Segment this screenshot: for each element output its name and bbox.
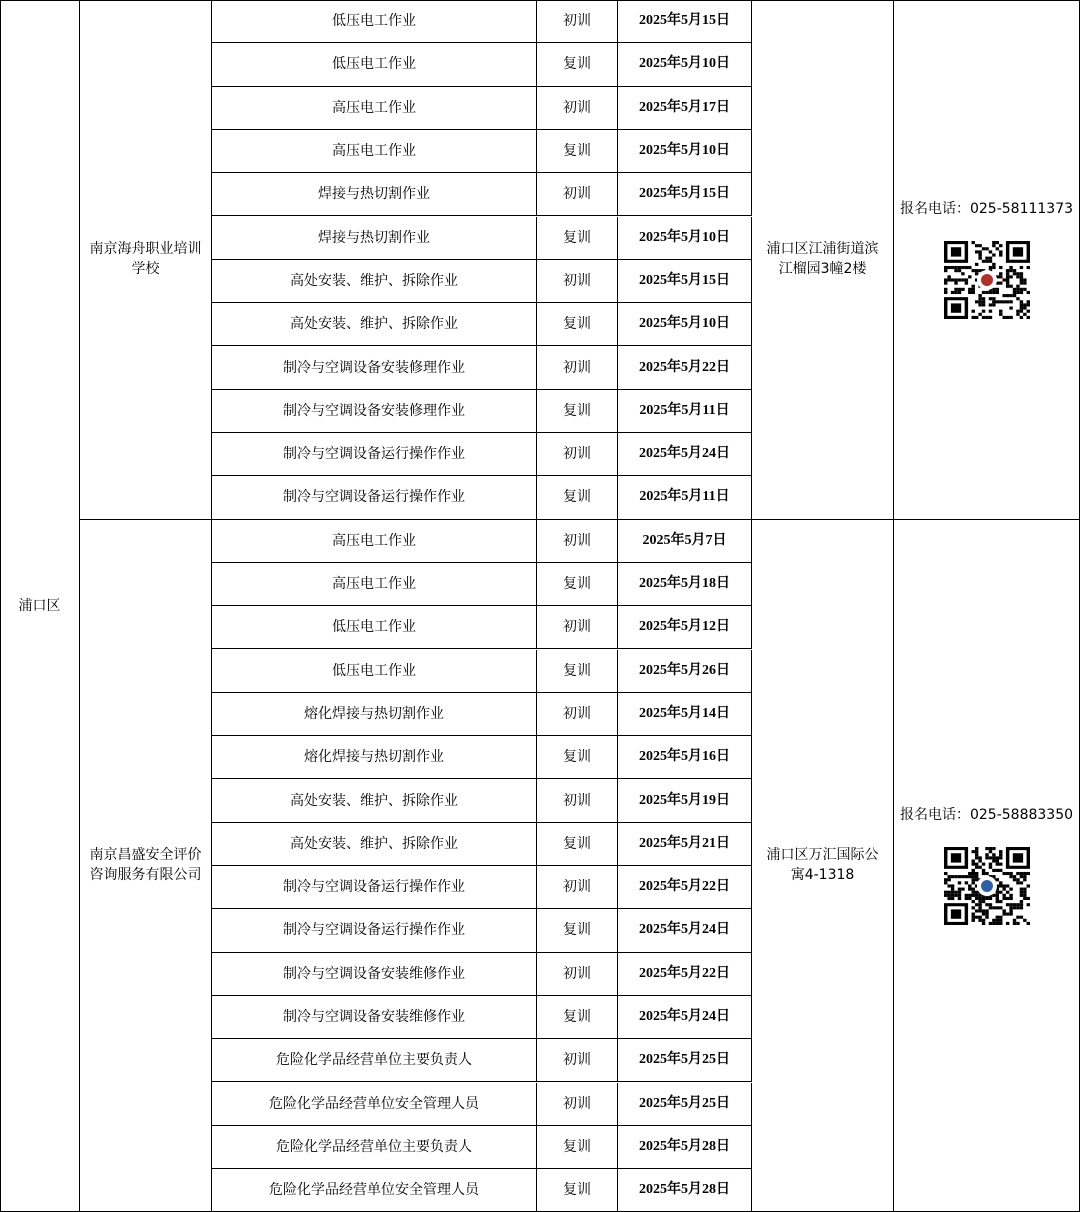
- training-type-cell-text: 复训: [563, 1009, 591, 1026]
- signup-phone: 报名电话：025-58111373: [899, 201, 1074, 218]
- training-type-cell: [537, 779, 618, 822]
- course-cell: [212, 1126, 537, 1169]
- training-type-cell-text: 初训: [563, 965, 591, 982]
- date-cell-text: 2025年5月10日: [639, 229, 730, 245]
- course-cell: [212, 520, 537, 563]
- training-type-cell-text: 初训: [563, 1052, 591, 1069]
- training-type-cell-text: 复训: [563, 835, 591, 852]
- date-cell: [618, 1083, 752, 1126]
- org-name-cell: [80, 520, 212, 1212]
- training-type-cell-text: 初训: [563, 186, 591, 203]
- date-cell: [618, 779, 752, 822]
- training-type-cell: [537, 823, 618, 866]
- date-cell-text: 2025年5月17日: [639, 99, 730, 115]
- training-type-cell: [537, 217, 618, 260]
- district-cell: [0, 0, 80, 1212]
- training-type-cell-text: 初训: [563, 272, 591, 289]
- course-cell: [212, 1039, 537, 1082]
- date-cell: [618, 217, 752, 260]
- contact-cell: [894, 0, 1080, 520]
- date-cell: [618, 303, 752, 346]
- training-type-cell-text: 复训: [563, 143, 591, 160]
- training-type-cell-text: 复训: [563, 749, 591, 766]
- course-cell-text: 低压电工作业: [332, 662, 416, 679]
- course-cell-text: 危险化学品经营单位安全管理人员: [269, 1095, 479, 1112]
- course-cell: [212, 433, 537, 476]
- address-cell: [752, 0, 894, 520]
- training-type-cell-text: 复训: [563, 316, 591, 333]
- course-cell: [212, 779, 537, 822]
- date-cell: [618, 1039, 752, 1082]
- training-type-cell: [537, 909, 618, 952]
- course-cell-text: 高处安装、维护、拆除作业: [290, 835, 458, 852]
- training-type-cell-text: 初训: [563, 619, 591, 636]
- course-cell-text: 制冷与空调设备运行操作作业: [283, 446, 465, 463]
- course-cell: [212, 866, 537, 909]
- date-cell-text: 2025年5月12日: [639, 619, 730, 635]
- training-type-cell: [537, 520, 618, 563]
- training-type-cell: [537, 260, 618, 303]
- contact-block: [900, 805, 1073, 925]
- district-cell-text: 浦口区: [18, 597, 61, 614]
- date-cell-text: 2025年5月24日: [639, 922, 730, 938]
- course-cell-text: 高处安装、维护、拆除作业: [290, 792, 458, 809]
- course-cell-text: 高处安装、维护、拆除作业: [290, 316, 458, 333]
- date-cell: [618, 953, 752, 996]
- training-type-cell: [537, 1169, 618, 1212]
- training-type-cell-text: 复训: [563, 56, 591, 73]
- course-cell: [212, 303, 537, 346]
- date-cell: [618, 693, 752, 736]
- date-cell: [618, 736, 752, 779]
- date-cell-text: 2025年5月28日: [639, 1138, 730, 1154]
- course-cell-text: 危险化学品经营单位主要负责人: [276, 1138, 472, 1155]
- course-cell-text: 制冷与空调设备安装维修作业: [283, 1009, 465, 1026]
- training-type-cell: [537, 1126, 618, 1169]
- training-type-cell: [537, 563, 618, 606]
- course-cell-text: 熔化焊接与热切割作业: [304, 705, 444, 722]
- date-cell: [618, 650, 752, 693]
- date-cell-text: 2025年5月24日: [639, 1009, 730, 1025]
- course-cell: [212, 346, 537, 389]
- date-cell: [618, 476, 752, 519]
- org-name: 南京海舟职业培训学校: [89, 241, 202, 278]
- date-cell: [618, 260, 752, 303]
- signup-phone: 报名电话：025-58883350: [899, 807, 1074, 824]
- training-type-cell-text: 初训: [563, 792, 591, 809]
- date-cell-text: 2025年5月11日: [639, 402, 730, 418]
- date-cell-text: 2025年5月26日: [639, 662, 730, 678]
- training-type-cell: [537, 173, 618, 216]
- course-cell: [212, 130, 537, 173]
- course-cell-text: 制冷与空调设备运行操作作业: [283, 879, 465, 896]
- date-cell: [618, 87, 752, 130]
- training-type-cell: [537, 693, 618, 736]
- course-cell: [212, 650, 537, 693]
- training-type-cell-text: 复训: [563, 489, 591, 506]
- date-cell-text: 2025年5月15日: [639, 13, 730, 29]
- course-cell: [212, 0, 537, 43]
- date-cell-text: 2025年5月15日: [639, 186, 730, 202]
- date-cell-text: 2025年5月16日: [639, 749, 730, 765]
- date-cell-text: 2025年5月11日: [639, 489, 730, 505]
- course-cell: [212, 1169, 537, 1212]
- course-cell: [212, 996, 537, 1039]
- org-name-cell: [80, 0, 212, 520]
- course-cell-text: 高压电工作业: [332, 576, 416, 593]
- date-cell: [618, 563, 752, 606]
- qr-center-logo-icon: [977, 876, 997, 896]
- date-cell-text: 2025年5月22日: [639, 965, 730, 981]
- date-cell: [618, 43, 752, 86]
- contact-block: [900, 199, 1073, 319]
- date-cell-text: 2025年5月25日: [639, 1095, 730, 1111]
- training-type-cell: [537, 996, 618, 1039]
- date-cell-text: 2025年5月10日: [639, 143, 730, 159]
- course-cell-text: 高压电工作业: [332, 143, 416, 160]
- course-cell-text: 制冷与空调设备运行操作作业: [283, 489, 465, 506]
- training-type-cell-text: 初训: [563, 1095, 591, 1112]
- course-cell: [212, 953, 537, 996]
- course-cell-text: 高处安装、维护、拆除作业: [290, 272, 458, 289]
- date-cell-text: 2025年5月24日: [639, 446, 730, 462]
- course-cell: [212, 1083, 537, 1126]
- date-cell-text: 2025年5月22日: [639, 359, 730, 375]
- training-type-cell: [537, 606, 618, 649]
- training-type-cell: [537, 650, 618, 693]
- date-cell-text: 2025年5月10日: [639, 316, 730, 332]
- training-type-cell: [537, 953, 618, 996]
- course-cell: [212, 736, 537, 779]
- date-cell: [618, 433, 752, 476]
- date-cell: [618, 173, 752, 216]
- training-type-cell: [537, 303, 618, 346]
- training-type-cell-text: 复训: [563, 1182, 591, 1199]
- course-cell: [212, 693, 537, 736]
- training-type-cell: [537, 476, 618, 519]
- training-type-cell: [537, 43, 618, 86]
- training-type-cell: [537, 866, 618, 909]
- course-cell-text: 低压电工作业: [332, 13, 416, 30]
- qr-code-icon: [944, 847, 1030, 925]
- training-type-cell-text: 复训: [563, 662, 591, 679]
- course-cell-text: 制冷与空调设备安装修理作业: [283, 359, 465, 376]
- course-cell-text: 危险化学品经营单位主要负责人: [276, 1052, 472, 1069]
- date-cell-text: 2025年5月25日: [639, 1052, 730, 1068]
- address-text: 浦口区江浦街道滨江榴园3幢2楼: [766, 241, 879, 278]
- course-cell: [212, 260, 537, 303]
- date-cell-text: 2025年5月22日: [639, 879, 730, 895]
- course-cell: [212, 909, 537, 952]
- training-type-cell: [537, 346, 618, 389]
- date-cell: [618, 520, 752, 563]
- course-cell: [212, 823, 537, 866]
- training-type-cell: [537, 1083, 618, 1126]
- qr-center-logo-icon: [977, 270, 997, 290]
- course-cell-text: 焊接与热切割作业: [318, 229, 430, 246]
- date-cell-text: 2025年5月18日: [639, 576, 730, 592]
- training-type-cell: [537, 736, 618, 779]
- training-type-cell-text: 初训: [563, 13, 591, 30]
- training-type-cell-text: 复训: [563, 1138, 591, 1155]
- date-cell-text: 2025年5月10日: [639, 56, 730, 72]
- date-cell-text: 2025年5月15日: [639, 272, 730, 288]
- course-cell: [212, 606, 537, 649]
- date-cell: [618, 866, 752, 909]
- course-cell-text: 低压电工作业: [332, 56, 416, 73]
- date-cell: [618, 346, 752, 389]
- course-cell: [212, 476, 537, 519]
- address-cell: [752, 520, 894, 1212]
- training-type-cell: [537, 1039, 618, 1082]
- date-cell-text: 2025年5月21日: [639, 835, 730, 851]
- date-cell: [618, 909, 752, 952]
- training-type-cell-text: 复训: [563, 402, 591, 419]
- date-cell: [618, 1169, 752, 1212]
- course-cell: [212, 217, 537, 260]
- course-cell-text: 低压电工作业: [332, 619, 416, 636]
- training-type-cell: [537, 130, 618, 173]
- training-type-cell-text: 初训: [563, 99, 591, 116]
- training-type-cell: [537, 390, 618, 433]
- training-type-cell-text: 初训: [563, 705, 591, 722]
- course-cell: [212, 563, 537, 606]
- course-cell-text: 危险化学品经营单位安全管理人员: [269, 1182, 479, 1199]
- course-cell-text: 制冷与空调设备运行操作作业: [283, 922, 465, 939]
- training-type-cell-text: 初训: [563, 532, 591, 549]
- training-type-cell: [537, 433, 618, 476]
- training-type-cell-text: 初训: [563, 446, 591, 463]
- training-type-cell-text: 初训: [563, 359, 591, 376]
- date-cell-text: 2025年5月28日: [639, 1182, 730, 1198]
- course-cell-text: 制冷与空调设备安装维修作业: [283, 965, 465, 982]
- course-cell-text: 高压电工作业: [332, 532, 416, 549]
- course-cell: [212, 43, 537, 86]
- date-cell: [618, 606, 752, 649]
- date-cell: [618, 1126, 752, 1169]
- training-type-cell-text: 复训: [563, 229, 591, 246]
- date-cell: [618, 390, 752, 433]
- date-cell-text: 2025年5月14日: [639, 705, 730, 721]
- date-cell: [618, 823, 752, 866]
- date-cell: [618, 0, 752, 43]
- course-cell-text: 制冷与空调设备安装修理作业: [283, 402, 465, 419]
- training-type-cell-text: 初训: [563, 879, 591, 896]
- course-cell: [212, 87, 537, 130]
- course-cell: [212, 173, 537, 216]
- training-type-cell: [537, 87, 618, 130]
- qr-code-icon: [944, 241, 1030, 319]
- org-name: 南京昌盛安全评价咨询服务有限公司: [89, 847, 202, 884]
- training-type-cell-text: 复训: [563, 922, 591, 939]
- date-cell: [618, 130, 752, 173]
- date-cell: [618, 996, 752, 1039]
- course-cell: [212, 390, 537, 433]
- address-text: 浦口区万汇国际公寓4-1318: [766, 847, 879, 884]
- date-cell-text: 2025年5月7日: [642, 532, 727, 548]
- training-type-cell-text: 复训: [563, 576, 591, 593]
- contact-cell: [894, 520, 1080, 1212]
- training-type-cell: [537, 0, 618, 43]
- course-cell-text: 焊接与热切割作业: [318, 186, 430, 203]
- course-cell-text: 熔化焊接与热切割作业: [304, 749, 444, 766]
- date-cell-text: 2025年5月19日: [639, 792, 730, 808]
- course-cell-text: 高压电工作业: [332, 99, 416, 116]
